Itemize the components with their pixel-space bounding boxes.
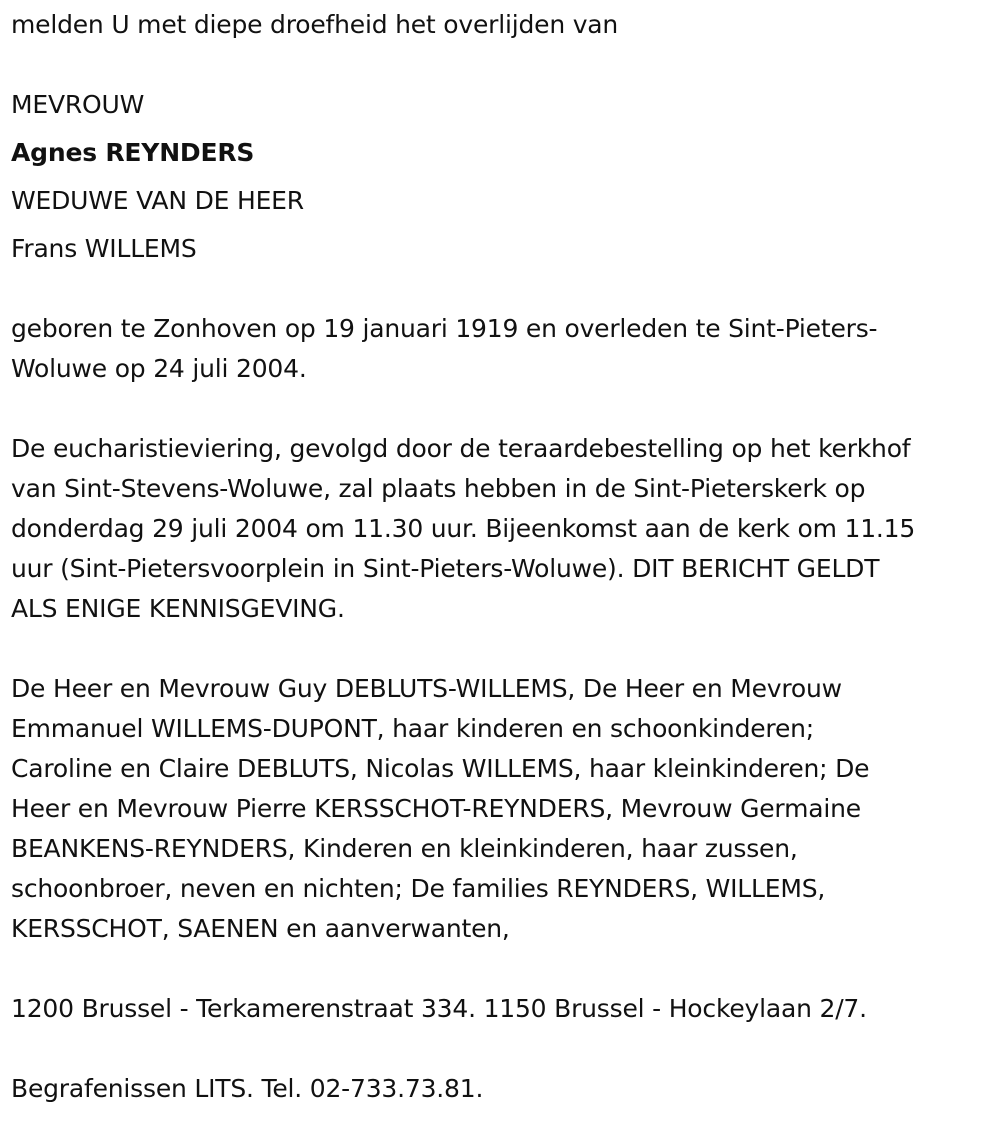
family-line: schoonbroer, neven en nichten; De families REYNDERS, WILLEMS, bbox=[11, 874, 826, 903]
addresses: 1200 Brussel - Terkamerenstraat 334. 1150 Brussel - Hockeylaan 2/7. bbox=[11, 994, 867, 1023]
family-paragraph bbox=[11, 669, 996, 949]
ceremony-line: uur (Sint-Pietersvoorplein in Sint-Pieters-Woluwe). DIT BERICHT GELDT bbox=[11, 554, 880, 583]
family-line: De Heer en Mevrouw Guy DEBLUTS-WILLEMS, De Heer en Mevrouw bbox=[11, 674, 842, 703]
birth-death-line: Woluwe op 24 juli 2004. bbox=[11, 354, 307, 383]
ceremony-line: ALS ENIGE KENNISGEVING. bbox=[11, 594, 345, 623]
ceremony-line: van Sint-Stevens-Woluwe, zal plaats hebben in de Sint-Pieterskerk op bbox=[11, 474, 866, 503]
deceased-name: Agnes REYNDERS bbox=[11, 138, 255, 167]
family-line: Heer en Mevrouw Pierre KERSSCHOT-REYNDERS, Mevrouw Germaine bbox=[11, 794, 861, 823]
family-line: Caroline en Claire DEBLUTS, Nicolas WILLEMS, haar kleinkinderen; De bbox=[11, 754, 870, 783]
ceremony-line: donderdag 29 juli 2004 om 11.30 uur. Bijeenkomst aan de kerk om 11.15 bbox=[11, 514, 916, 543]
intro-text: melden U met diepe droefheid het overlijden van bbox=[11, 10, 619, 39]
family-line: BEANKENS-REYNDERS, Kinderen en kleinkinderen, haar zussen, bbox=[11, 834, 798, 863]
title-prefix: MEVROUW bbox=[11, 90, 145, 119]
birth-death-line: geboren te Zonhoven op 19 januari 1919 en overleden te Sint-Pieters- bbox=[11, 314, 878, 343]
family-line: Emmanuel WILLEMS-DUPONT, haar kinderen en schoonkinderen; bbox=[11, 714, 815, 743]
widow-line: WEDUWE VAN DE HEER bbox=[11, 186, 304, 215]
spouse-name: Frans WILLEMS bbox=[11, 234, 197, 263]
birth-death-paragraph bbox=[11, 309, 996, 389]
ceremony-line: De eucharistieviering, gevolgd door de teraardebestelling op het kerkhof bbox=[11, 434, 911, 463]
ceremony-paragraph bbox=[11, 429, 996, 629]
funeral-home: Begrafenissen LITS. Tel. 02-733.73.81. bbox=[11, 1074, 484, 1103]
family-line: KERSSCHOT, SAENEN en aanverwanten, bbox=[11, 914, 510, 943]
